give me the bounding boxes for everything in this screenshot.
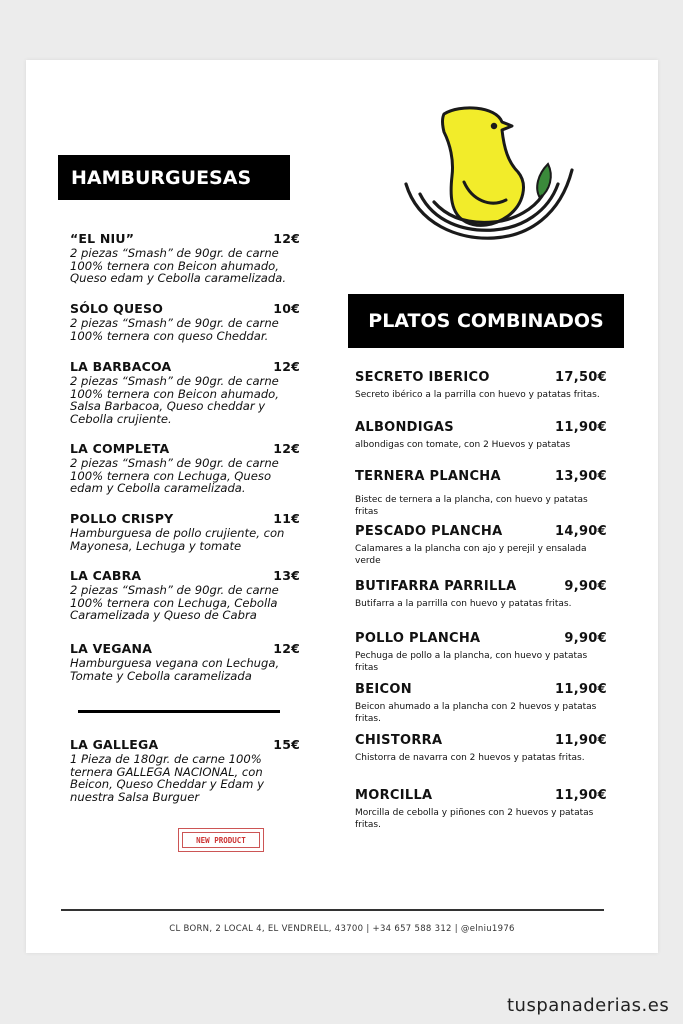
item-description: 1 Pieza de 180gr. de carne 100% ternera GALLEGA NACIONAL, con Beicon, Queso Cheddar y Edam y nuestra Salsa Burguer <box>70 752 264 804</box>
menu-item <box>70 568 300 622</box>
item-price: 11,90€ <box>555 682 607 697</box>
menu-item <box>355 370 607 401</box>
item-price: 9,90€ <box>564 579 607 594</box>
item-price: 17,50€ <box>555 370 607 385</box>
item-price: 12€ <box>273 231 300 246</box>
item-name: BUTIFARRA PARRILLA <box>355 579 517 594</box>
item-name: LA BARBACOA <box>70 359 172 374</box>
menu-item <box>355 579 607 610</box>
item-price: 11€ <box>273 511 300 526</box>
item-name: LA GALLEGA <box>70 737 159 752</box>
item-name: POLLO CRISPY <box>70 511 174 526</box>
item-price: 10€ <box>273 301 300 316</box>
menu-page <box>26 60 658 953</box>
item-description: Butifarra a la parrilla con huevo y patatas fritas. <box>355 599 572 609</box>
menu-item <box>355 524 607 567</box>
item-description: Hamburguesa de pollo crujiente, con Mayonesa, Lechuga y tomate <box>70 526 285 553</box>
item-description: Pechuga de pollo a la plancha, con huevo y patatas fritas <box>355 651 588 673</box>
menu-item <box>70 441 300 495</box>
menu-item <box>355 682 607 725</box>
item-price: 13,90€ <box>555 469 607 484</box>
item-price: 12€ <box>273 359 300 374</box>
item-description: Calamares a la plancha con ajo y perejil y ensalada verde <box>355 544 587 566</box>
item-description: 2 piezas “Smash” de 90gr. de carne 100% ternera con Beicon ahumado, Salsa Barbacoa, Queso cheddar y Cebolla crujiente. <box>70 374 279 426</box>
menu-item <box>355 733 607 764</box>
item-name: LA VEGANA <box>70 641 153 656</box>
item-name: SÓLO QUESO <box>70 301 164 316</box>
bird-in-nest-icon <box>398 104 582 250</box>
item-description: albondigas con tomate, con 2 Huevos y patatas <box>355 440 571 450</box>
footer-contact: CL BORN, 2 LOCAL 4, EL VENDRELL, 43700 | +34 657 588 312 | @elniu1976 <box>169 924 515 934</box>
item-name: TERNERA PLANCHA <box>355 469 501 484</box>
menu-item <box>70 641 300 682</box>
item-description: Morcilla de cebolla y piñones con 2 huevos y patatas fritas. <box>355 808 594 830</box>
watermark: tuspanaderias.es <box>507 995 670 1016</box>
divider <box>78 710 280 713</box>
hamburguesas-title: HAMBURGUESAS <box>58 155 290 200</box>
item-price: 14,90€ <box>555 524 607 539</box>
item-price: 15€ <box>273 737 300 752</box>
menu-item <box>355 469 607 518</box>
menu-item <box>70 301 300 342</box>
menu-item <box>70 231 300 285</box>
item-name: PESCADO PLANCHA <box>355 524 503 539</box>
item-name: LA CABRA <box>70 568 142 583</box>
item-name: LA COMPLETA <box>70 441 170 456</box>
footer-divider <box>61 909 604 911</box>
item-description: Secreto ibérico a la parrilla con huevo y patatas fritas. <box>355 390 600 400</box>
item-price: 12€ <box>273 441 300 456</box>
platos-title: PLATOS COMBINADOS <box>348 294 624 348</box>
item-name: “EL NIU” <box>70 231 135 246</box>
menu-item <box>70 737 300 803</box>
item-description: 2 piezas “Smash” de 90gr. de carne 100% ternera con Lechuga, Cebolla Caramelizada y Queso de Cabra <box>70 583 279 623</box>
item-name: CHISTORRA <box>355 733 443 748</box>
item-price: 9,90€ <box>564 631 607 646</box>
item-description: Beicon ahumado a la plancha con 2 huevos y patatas fritas. <box>355 702 597 724</box>
item-description: Bistec de ternera a la plancha, con huevo y patatas fritas <box>355 495 588 517</box>
menu-item <box>355 420 607 451</box>
item-price: 11,90€ <box>555 420 607 435</box>
menu-item <box>70 359 300 425</box>
item-description: 2 piezas “Smash” de 90gr. de carne 100% ternera con Beicon ahumado, Queso edam y Cebolla caramelizada. <box>70 246 287 286</box>
item-name: BEICON <box>355 682 412 697</box>
menu-item <box>70 511 300 552</box>
item-name: MORCILLA <box>355 788 433 803</box>
item-name: POLLO PLANCHA <box>355 631 481 646</box>
menu-item <box>355 631 607 674</box>
new-product-stamp: NEW PRODUCT <box>178 828 264 852</box>
menu-item <box>355 788 607 831</box>
item-description: Chistorra de navarra con 2 huevos y patatas fritas. <box>355 753 585 763</box>
item-name: SECRETO IBERICO <box>355 370 490 385</box>
item-name: ALBONDIGAS <box>355 420 454 435</box>
item-price: 13€ <box>273 568 300 583</box>
item-price: 11,90€ <box>555 788 607 803</box>
item-price: 12€ <box>273 641 300 656</box>
item-price: 11,90€ <box>555 733 607 748</box>
item-description: 2 piezas “Smash” de 90gr. de carne 100% ternera con queso Cheddar. <box>70 316 279 343</box>
item-description: Hamburguesa vegana con Lechuga, Tomate y Cebolla caramelizada <box>70 656 280 683</box>
item-description: 2 piezas “Smash” de 90gr. de carne 100% ternera con Lechuga, Queso edam y Cebolla caramelizada. <box>70 456 279 496</box>
